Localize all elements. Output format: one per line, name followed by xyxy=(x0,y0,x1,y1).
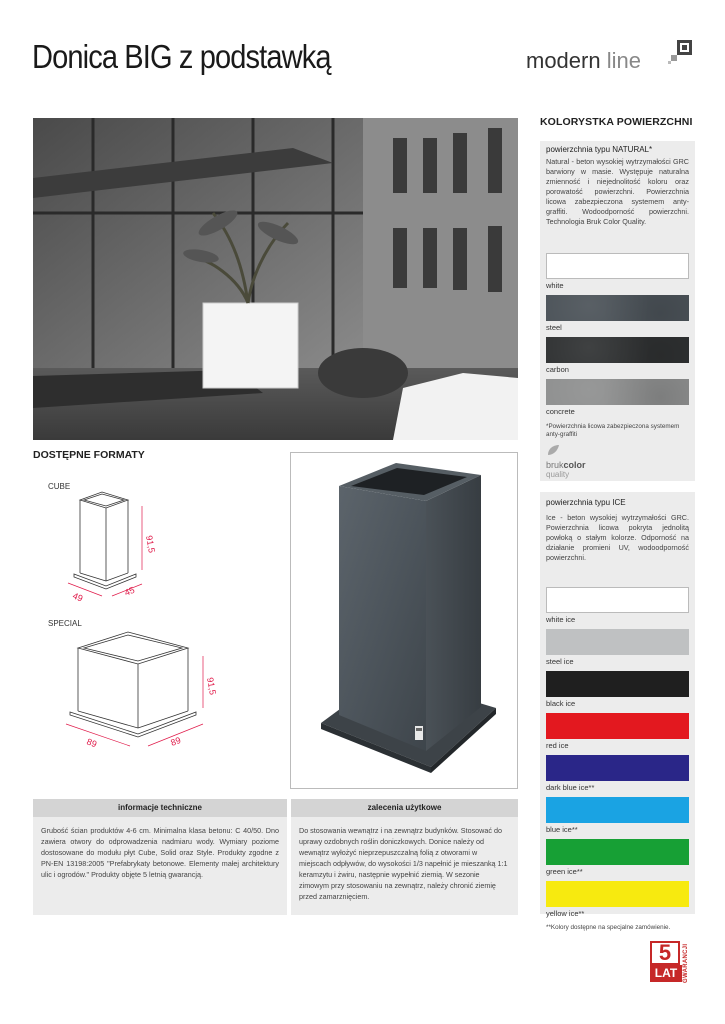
bruk-leaf-icon xyxy=(546,444,560,456)
planter-render xyxy=(290,452,518,789)
guarantee-word: LAT xyxy=(650,965,682,982)
swatch-label: white ice xyxy=(546,615,576,624)
brand-mark-icon xyxy=(668,40,692,64)
special-label: SPECIAL xyxy=(48,619,82,628)
colors-heading: KOLORYSTKA POWIERZCHNI xyxy=(540,116,693,128)
usage-column xyxy=(291,799,518,915)
guarantee-side: GWARANCJI xyxy=(683,943,689,983)
swatch-label: carbon xyxy=(546,365,569,374)
ice-swatches xyxy=(540,587,695,923)
swatch-steel-ice xyxy=(546,629,689,655)
swatch-concrete xyxy=(546,379,689,405)
usage-text: Do stosowania wewnątrz i na zewnątrz budynków. Stosować do uprawy ozdobnych roślin doniczkowych. Donice należy od wewnątrz wyłożyć nieprzepuszczalną folią z otworami w miejscach odpływów, do wysokości 1/3 napełnić je mieszanką 1:1 keramzytu i żwiru, następnie wypełnić ziemią. W sezonie zimowym przy stosowaniu na zewnątrz, należy chronić ziemię przed zamarznięciem. xyxy=(299,826,508,901)
bruk-logo-main: bruk xyxy=(546,460,564,470)
cube-dim-height: 91,5 xyxy=(144,534,157,554)
swatch-blue-ice xyxy=(546,797,689,823)
bruk-logo-bold: color xyxy=(563,460,586,470)
swatch-black-ice xyxy=(546,671,689,697)
tech-info-column xyxy=(33,799,287,915)
guarantee-number: 5 xyxy=(650,941,680,965)
swatch-red-ice xyxy=(546,713,689,739)
cube-dim-depth: 49 xyxy=(71,590,85,604)
swatch-green-ice xyxy=(546,839,689,865)
tech-info-text: Grubość ścian produktów 4-6 cm. Minimalna klasa betonu: C 40/50. Dno zawiera otwory do odprowadzenia nadmiaru wody. Wymiary poziome dostosowane do modułu płyt Cube, Solid oraz Style. Produkty zgodne z PN-EN 13198:2005 "Prefabrykaty betonowe. Elementy małej architektury ulic i ogrodów." Produkty objęte 5 letnią gwarancją. xyxy=(41,826,279,879)
swatch-label: concrete xyxy=(546,407,575,416)
swatch-dark-blue-ice xyxy=(546,755,689,781)
swatch-white xyxy=(546,253,689,279)
brand-light: line xyxy=(600,48,641,73)
swatch-label: dark blue ice** xyxy=(546,783,595,792)
swatch-label: yellow ice** xyxy=(546,909,585,918)
cube-label: CUBE xyxy=(48,482,71,491)
cube-dim-width: 45 xyxy=(123,584,137,598)
ice-description: Ice - beton wysokiej wytrzymałości GRC. Powierzchnia licowa pokryta jednolitą powłoką o stałym kolorze. Odporność na działanie promieni UV, wodoodporność powierzchni. xyxy=(546,513,689,562)
ice-footnote: **Kolory dostępne na specjalne zamówienie. xyxy=(546,924,671,931)
natural-heading: powierzchnia typu NATURAL* xyxy=(546,145,653,154)
info-table xyxy=(33,799,518,915)
ice-heading: powierzchnia typu ICE xyxy=(546,498,626,507)
special-dim-height: 91,5 xyxy=(205,676,218,696)
special-drawing xyxy=(58,626,228,766)
natural-description: Natural - beton wysokiej wytrzymałości GRC barwiony w masie. Występuje naturalna zmienność i niejednolitość koloru oraz porowatość powierzchni. Powierzchnia licowa zabezpieczona systemem anty-graffiti. Wodoodporność powierzchni. Technologia Bruk Color Quality. xyxy=(546,157,689,226)
special-dim-depth: 89 xyxy=(85,736,99,750)
special-dim-width: 89 xyxy=(169,735,183,748)
swatch-label: black ice xyxy=(546,699,576,708)
bruk-logo-sub: quality xyxy=(546,470,570,479)
product-photo xyxy=(33,118,518,440)
swatch-label: green ice** xyxy=(546,867,583,876)
natural-swatches xyxy=(540,253,695,421)
swatch-label: white xyxy=(546,281,564,290)
guarantee-badge xyxy=(650,941,696,985)
bruk-color-logo xyxy=(540,439,695,479)
swatch-label: steel ice xyxy=(546,657,574,666)
swatch-white-ice xyxy=(546,587,689,613)
brand-logo-text xyxy=(526,48,641,74)
usage-heading: zalecenia użytkowe xyxy=(291,799,518,817)
ice-panel xyxy=(540,492,695,931)
swatch-label: steel xyxy=(546,323,562,332)
swatch-yellow-ice xyxy=(546,881,689,907)
swatch-steel xyxy=(546,295,689,321)
formats-heading: DOSTĘPNE FORMATY xyxy=(33,449,145,461)
swatch-carbon xyxy=(546,337,689,363)
tech-info-heading: informacje techniczne xyxy=(33,799,287,817)
brand-main: modern xyxy=(526,48,601,73)
page-title: Donica BIG z podstawką xyxy=(32,38,331,75)
natural-panel xyxy=(540,141,695,481)
swatch-label: red ice xyxy=(546,741,569,750)
cube-drawing xyxy=(60,488,170,608)
swatch-label: blue ice** xyxy=(546,825,578,834)
natural-footnote: *Powierzchnia licowa zabezpieczona systemem anty-graffiti xyxy=(546,423,680,438)
